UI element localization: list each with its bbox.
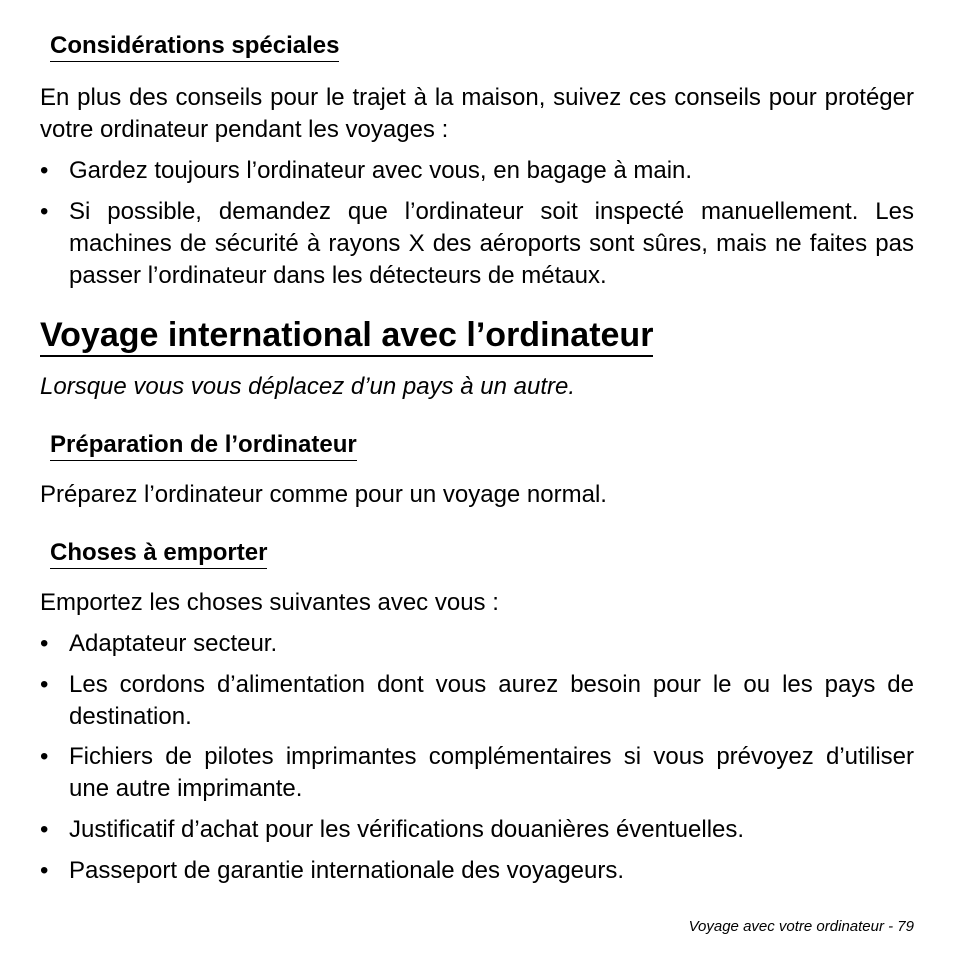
bullet-marker: • [40,630,49,657]
bullet-marker: • [40,816,49,843]
bullet-marker: • [40,157,49,184]
list-item [40,155,914,187]
list-item [40,669,914,733]
list-item [40,741,914,805]
bullet-marker: • [40,857,49,884]
section-intro-paragraph: En plus des conseils pour le trajet à la maison, suivez ces conseils pour protéger votre ordinateur pendant les voyages : [40,84,914,143]
list-item-text: Adaptateur secteur. [69,630,278,657]
bullet-marker: • [40,671,49,698]
bullet-marker: • [40,743,49,770]
bullet-marker: • [40,198,49,225]
section-intro-paragraph: Emportez les choses suivantes avec vous : [40,589,499,616]
list-item [40,814,914,846]
list-item-text: Justificatif d’achat pour les vérifications douanières éventuelles. [69,816,745,843]
chapter-subtitle: Lorsque vous vous déplacez d’un pays à un autre. [40,373,576,400]
section-heading-things-to-bring: Choses à emporter [50,539,267,569]
section-heading-computer-preparation: Préparation de l’ordinateur [50,431,357,461]
list-item [40,628,914,660]
chapter-title: Voyage international avec l’ordinateur [40,316,653,357]
list-item [40,855,914,887]
page-footer: Voyage avec votre ordinateur - 79 [688,918,914,935]
list-item-text: Si possible, demandez que l’ordinateur soit inspecté manuellement. Les machines de sécurité à rayons X des aéroports sont sûres, mais ne faites pas passer l’ordinateur dans les détecteurs de métaux. [69,198,914,289]
list-item-text: Les cordons d’alimentation dont vous aurez besoin pour le ou les pays de destination. [69,671,914,730]
list-item-text: Gardez toujours l’ordinateur avec vous, en bagage à main. [69,157,693,184]
list-item-text: Passeport de garantie internationale des voyageurs. [69,857,625,884]
list-item [40,196,914,292]
section-paragraph: Préparez l’ordinateur comme pour un voyage normal. [40,481,607,508]
list-item-text: Fichiers de pilotes imprimantes complémentaires si vous prévoyez d’utiliser une autre imprimante. [69,743,914,802]
section-heading-special-considerations: Considérations spéciales [50,32,339,62]
